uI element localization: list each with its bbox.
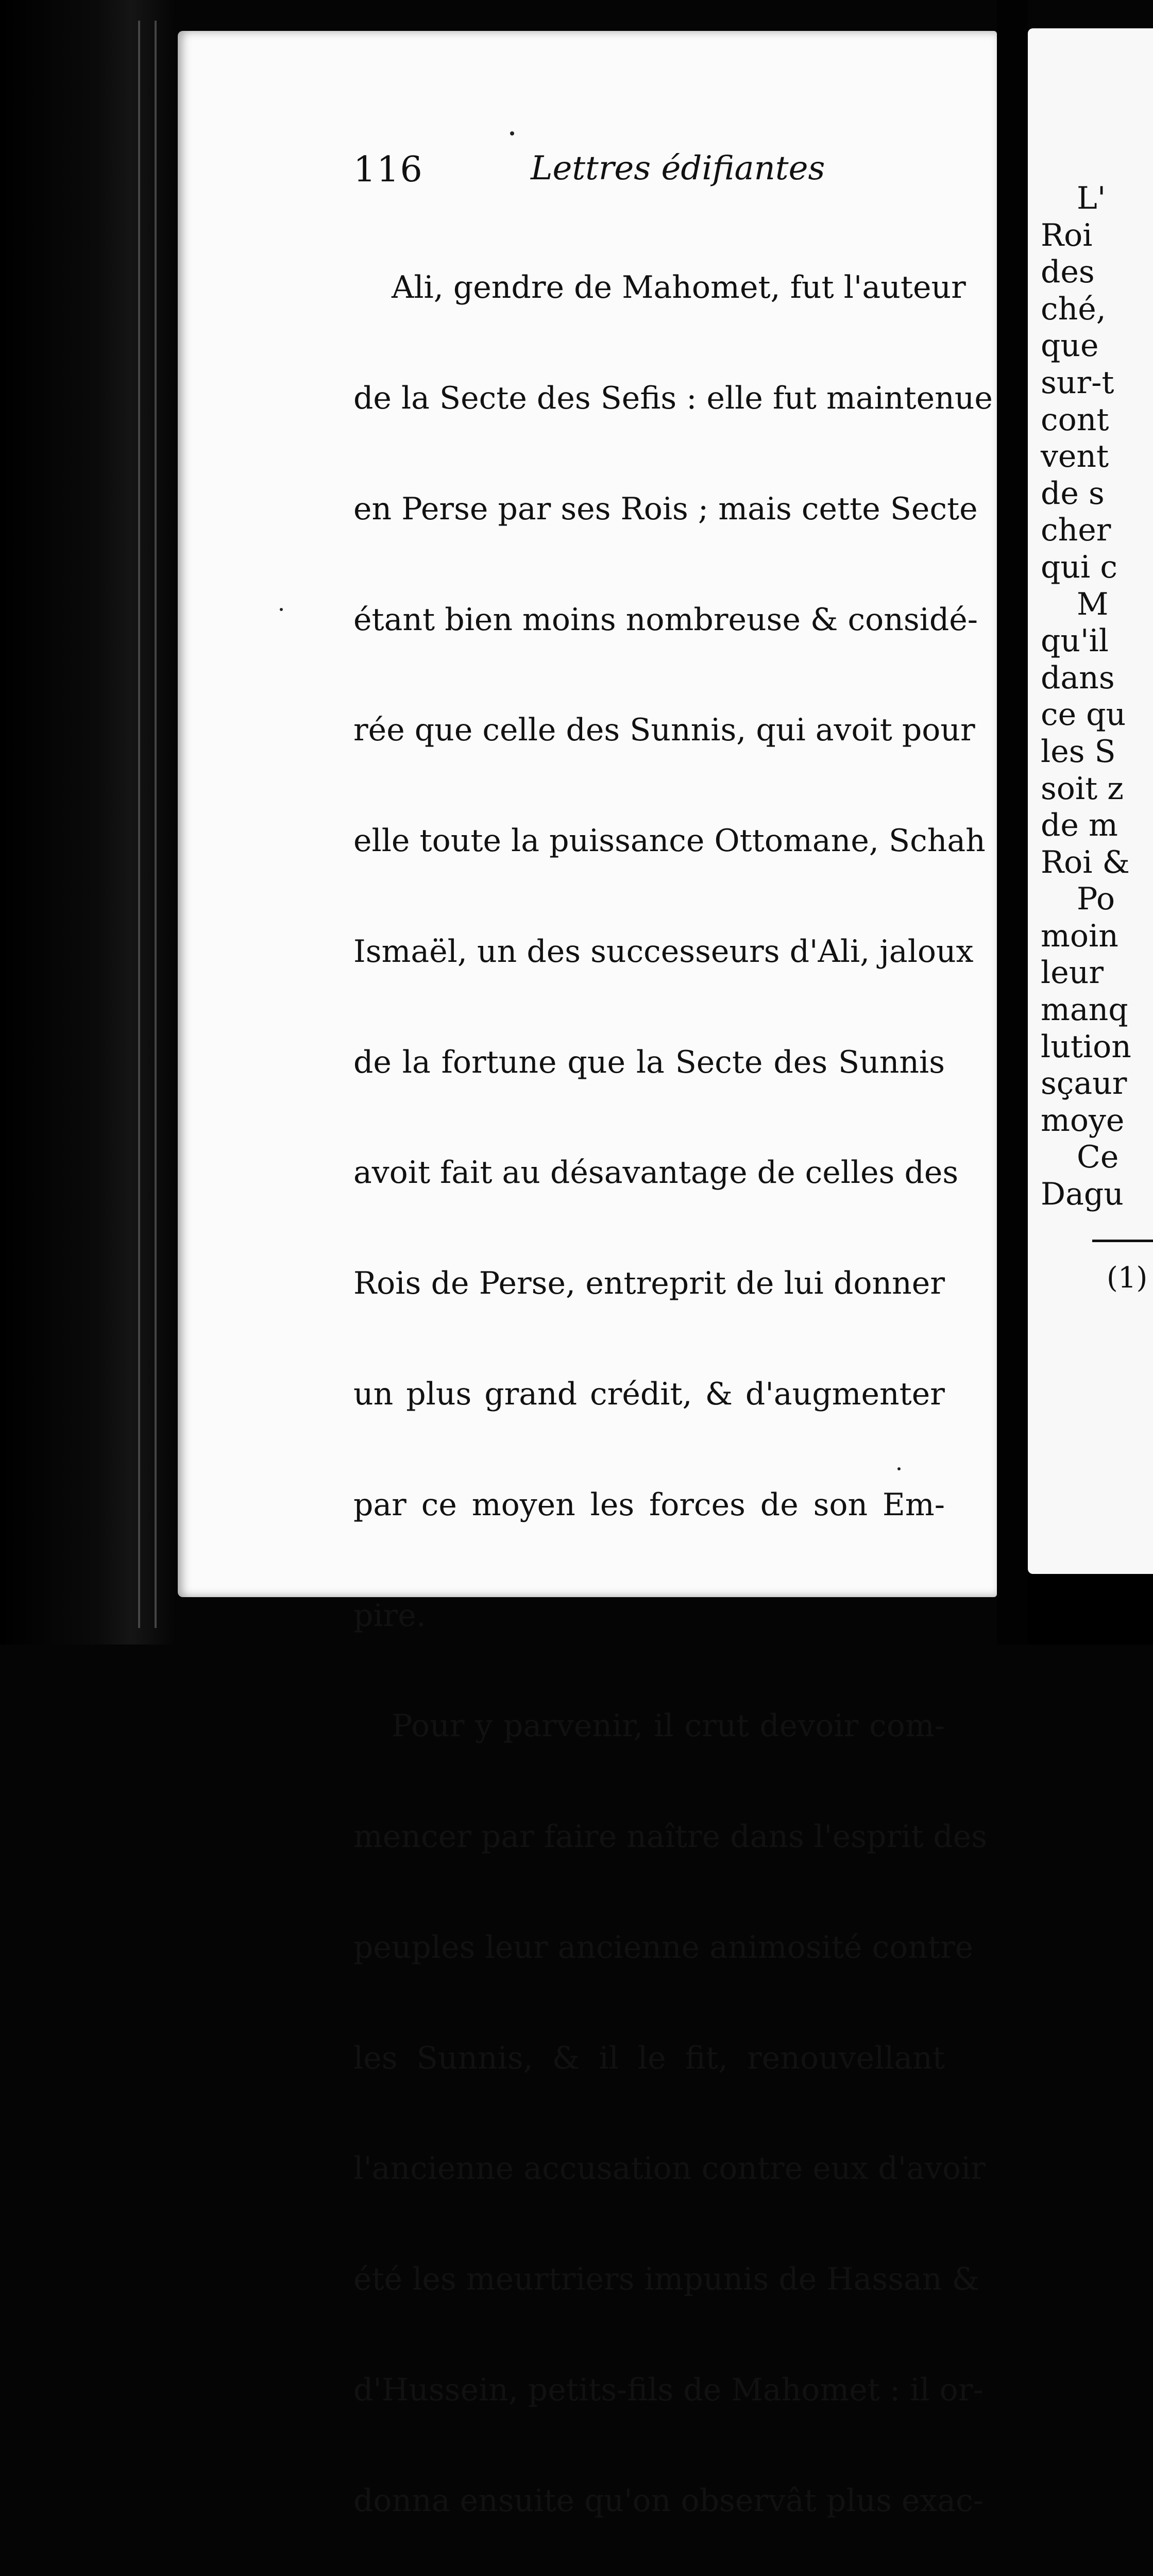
next-page-line: qu'il <box>1041 623 1109 659</box>
next-page-line: moye <box>1041 1102 1125 1139</box>
text-line: de la fortune que la Secte des Sunnis <box>353 1044 945 1080</box>
next-page-line: Po <box>1077 881 1115 918</box>
next-page-line: qui c <box>1041 549 1117 585</box>
text-line: avoit fait au désavantage de celles des <box>353 1155 959 1191</box>
next-page-line: ché, <box>1041 291 1106 327</box>
text-line: Rois de Perse, entreprit de lui donner <box>353 1265 945 1302</box>
spine-edge-line <box>155 21 157 1628</box>
footnote-mark: (1) <box>1107 1261 1148 1295</box>
text-line: de la Secte des Sefis : elle fut maintenue <box>353 380 993 416</box>
text-line: peuples leur ancienne animosité contre <box>353 1929 974 1965</box>
book-spine <box>0 0 175 1645</box>
ink-speck <box>897 1467 901 1470</box>
ink-speck <box>280 608 283 611</box>
text-line: par ce moyen les forces de son Em- <box>353 1486 945 1523</box>
text-line: pire. <box>353 1597 426 1634</box>
text-line: étant bien moins nombreuse & considé- <box>353 601 978 638</box>
text-line: mencer par faire naître dans l'esprit des <box>353 1819 988 1855</box>
text-line: d'Hussein, petits-fils de Mahomet : il or- <box>353 2372 984 2409</box>
body-text <box>353 196 993 2576</box>
text-line: les Sunnis, & il le fit, renouvellant <box>353 2040 945 2076</box>
next-page-line: M <box>1077 586 1109 622</box>
right-page-shadow <box>1028 1574 1153 1645</box>
page-gutter <box>997 0 1028 1645</box>
page-number: 116 <box>353 149 423 190</box>
next-page-line: Ce <box>1077 1139 1119 1176</box>
spine-edge-line <box>138 21 140 1628</box>
text-line: rée que celle des Sunnis, qui avoit pour <box>353 712 975 749</box>
next-page-line: Roi <box>1041 217 1093 253</box>
next-page-line: soit z <box>1041 770 1124 807</box>
right-page-edge <box>1028 28 1153 1574</box>
next-page-line: sçaur <box>1041 1065 1127 1102</box>
next-page-line: ce qu <box>1041 697 1126 733</box>
text-line: un plus grand crédit, & d'augmenter <box>353 1376 945 1412</box>
text-line: elle toute la puissance Ottomane, Schah <box>353 823 986 859</box>
next-page-line: sur-t <box>1041 364 1114 401</box>
next-page-line: L' <box>1077 180 1106 216</box>
next-page-line: de m <box>1041 807 1118 844</box>
next-page-line: Dagu <box>1041 1176 1124 1213</box>
text-line: été les meurtriers impunis de Hassan & <box>353 2261 979 2298</box>
next-page-line: manq <box>1041 992 1128 1028</box>
text-line: Pour y parvenir, il crut devoir com- <box>392 1708 945 1744</box>
next-page-line: Roi & <box>1041 844 1130 880</box>
running-title: Lettres édifiantes <box>531 149 825 188</box>
next-page-line: cher <box>1041 512 1111 549</box>
text-line: donna ensuite qu'on observât plus exac- <box>353 2482 984 2519</box>
next-page-line: des <box>1041 254 1095 291</box>
next-page-line: cont <box>1041 401 1109 438</box>
next-page-line: les S <box>1041 733 1116 770</box>
next-page-line: que <box>1041 328 1099 364</box>
text-line: en Perse par ses Rois ; mais cette Secte <box>353 490 978 527</box>
next-page-line: moin <box>1041 918 1118 954</box>
next-page-line: leur <box>1041 955 1104 991</box>
footnote-rule <box>1092 1240 1153 1242</box>
next-page-text <box>1041 180 1131 1213</box>
text-line: l'ancienne accusation contre eux d'avoir <box>353 2150 986 2187</box>
next-page-line: vent <box>1041 438 1109 475</box>
next-page-line: de s <box>1041 475 1105 512</box>
text-line: Ali, gendre de Mahomet, fut l'auteur <box>392 269 966 306</box>
ink-speck <box>510 131 514 135</box>
text-line: Ismaël, un des successeurs d'Ali, jaloux <box>353 933 974 970</box>
next-page-line: dans <box>1041 659 1115 696</box>
next-page-line: lution <box>1041 1028 1131 1065</box>
